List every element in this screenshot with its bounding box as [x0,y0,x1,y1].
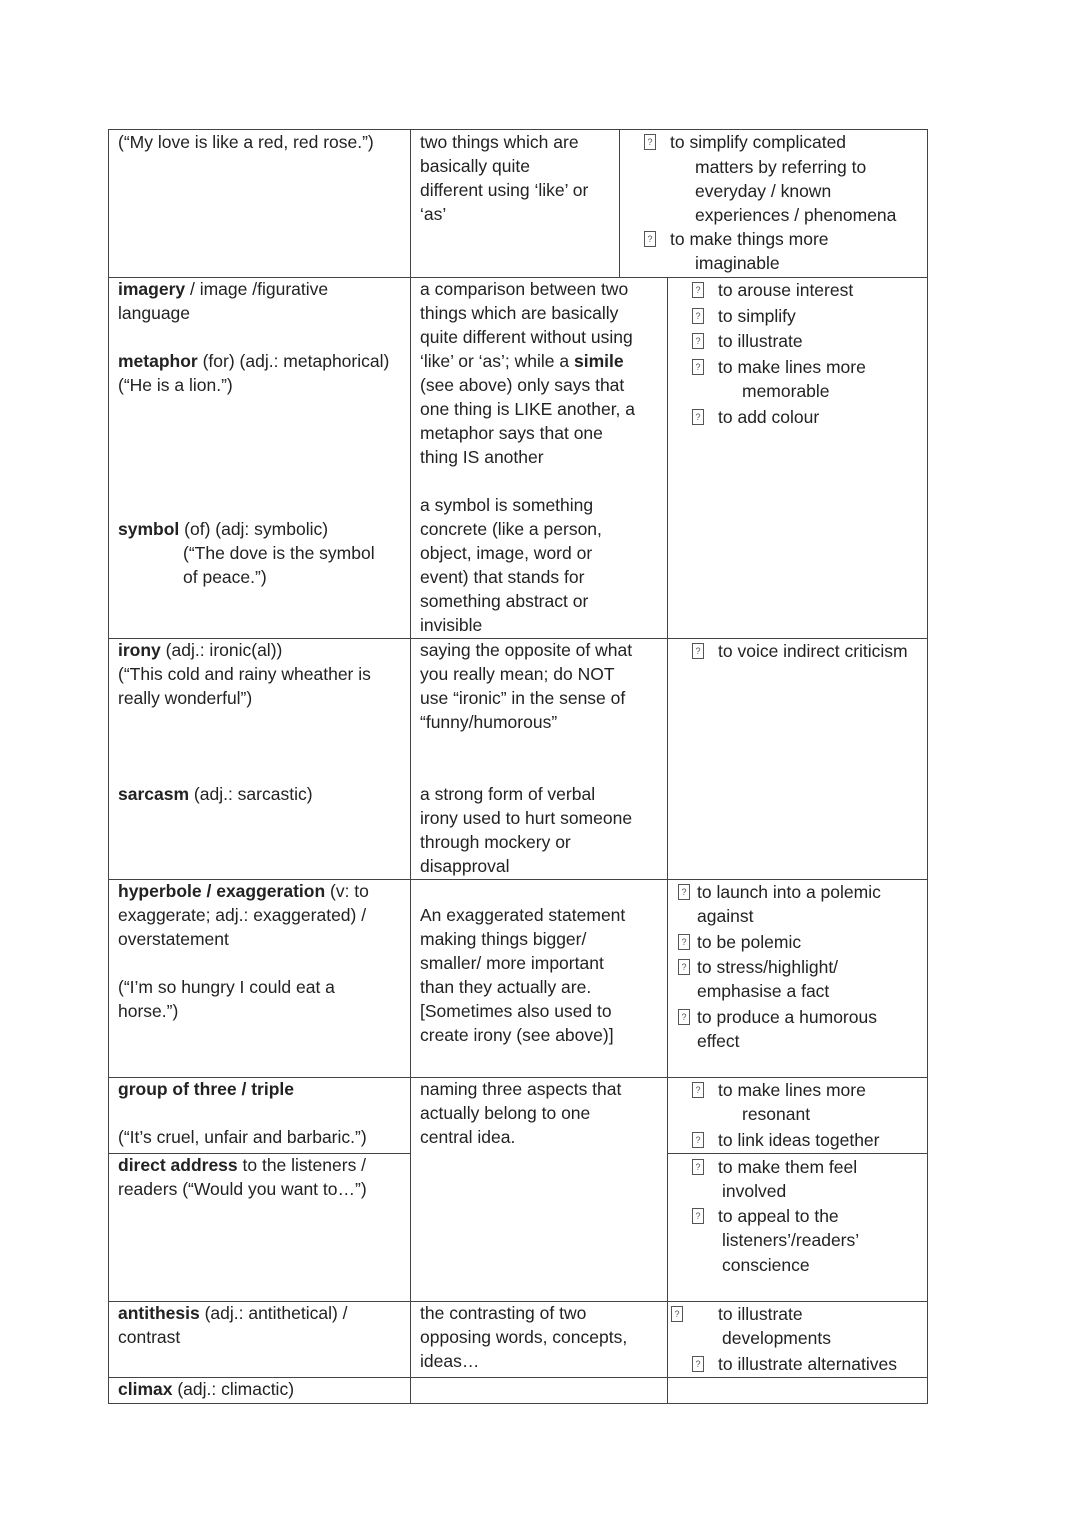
definition-cell [420,1077,621,1149]
term-cell [118,1077,294,1101]
function-text: matters by referring to [695,157,867,177]
definition-line: one thing is LIKE another, a [420,399,636,419]
function-text: imaginable [695,253,780,273]
missing-glyph-bullet-icon: ? [692,333,704,349]
definition-bold: simile [574,351,624,371]
function-text: experiences / phenomena [695,205,897,225]
term-bold: direct address [118,1155,238,1175]
term-rest: / image /figurative [185,279,329,299]
function-text: to make things more [670,229,829,249]
definition-line: opposing words, concepts, [420,1327,628,1347]
term-example: of peace.”) [183,567,267,587]
missing-glyph-bullet-icon: ? [678,884,690,900]
missing-glyph-bullet-icon: ? [644,134,656,150]
definition-line: saying the opposite of what [420,640,633,660]
definition-line: actually belong to one [420,1103,591,1123]
term-metaphor [118,349,389,373]
missing-glyph-bullet-icon: ? [678,934,690,950]
term-sarcasm [118,782,313,806]
definition-line: irony used to hurt someone [420,808,633,828]
definition-line: than they actually are. [420,977,592,997]
table-border-bottom [108,1403,928,1404]
function-text: resonant [742,1104,811,1124]
definition-line: making things bigger/ [420,929,587,949]
term-example: (“I’m so hungry I could eat a [118,977,335,997]
definition-line: concrete (like a person, [420,519,602,539]
missing-glyph-bullet-icon: ? [692,1082,704,1098]
definition-line: central idea. [420,1127,516,1147]
term-hyperbole [118,879,369,903]
function-text: to produce a humorous [697,1007,877,1027]
term-example: (“This cold and rainy wheather is [118,664,371,684]
missing-glyph-bullet-icon: ? [692,1208,704,1224]
term-rest: (for) (adj.: metaphorical) [197,351,390,371]
missing-glyph-bullet-icon: ? [692,409,704,425]
term-cell [118,349,389,397]
function-text: conscience [722,1255,810,1275]
missing-glyph-bullet-icon: ? [692,1159,704,1175]
term-rest: (v: to [325,881,369,901]
term-rest: (adj.: climactic) [172,1379,295,1399]
definition-line: metaphor says that one [420,423,603,443]
definition-line: invisible [420,615,483,635]
function-text: against [697,906,754,926]
function-text: to be polemic [697,932,802,952]
function-text: to appeal to the [718,1206,839,1226]
term-rest: (of) (adj: symbolic) [179,519,329,539]
function-text: everyday / known [695,181,832,201]
definition-cell [420,782,632,878]
definition-line: naming three aspects that [420,1079,622,1099]
function-text: to make lines more [718,357,866,377]
function-text: memorable [742,381,830,401]
function-text: to launch into a polemic [697,882,881,902]
term-bold: sarcasm [118,784,190,804]
function-text: to arouse interest [718,280,854,300]
definition-line: a symbol is something [420,495,594,515]
term-line: contrast [118,1327,181,1347]
definition-line: object, image, word or [420,543,593,563]
function-text: effect [697,1031,740,1051]
missing-glyph-bullet-icon: ? [678,1009,690,1025]
definition-cell [420,493,602,637]
term-cell [118,1153,367,1201]
definition-line: two things which are [420,132,579,152]
missing-glyph-bullet-icon: ? [692,308,704,324]
definition-line: create irony (see above)] [420,1025,614,1045]
definition-cell [420,277,635,469]
term-cell [118,517,375,589]
function-text: to illustrate [718,331,803,351]
term-bold: metaphor [118,351,198,371]
term-irony [118,638,371,662]
missing-glyph-bullet-icon: ? [692,1132,704,1148]
missing-glyph-bullet-icon: ? [692,1356,704,1372]
term-bold: hyperbole / exaggeration [118,881,326,901]
function-text: listeners’/readers’ [722,1230,860,1250]
definition-line: something abstract or [420,591,589,611]
function-text: to link ideas together [718,1130,880,1150]
function-text: to simplify complicated [670,132,847,152]
definition-line: through mockery or [420,832,571,852]
term-antithesis [118,1301,348,1325]
function-text: developments [722,1328,831,1348]
term-rest: to the listeners / [237,1155,367,1175]
table-border-right [927,129,928,1404]
missing-glyph-bullet-icon: ? [678,959,690,975]
term-cell [118,277,328,325]
definition-line: [Sometimes also used to [420,1001,612,1021]
missing-glyph-bullet-icon: ? [692,359,704,375]
table-border-left [108,129,109,1404]
definition-line: you really mean; do NOT [420,664,615,684]
column-divider [667,277,668,1404]
function-text: to make lines more [718,1080,866,1100]
missing-glyph-bullet-icon: ? [644,231,656,247]
function-text: to add colour [718,407,820,427]
term-example: horse.”) [118,1001,179,1021]
definition-cell [420,903,625,1047]
definition-line: quite different without using [420,327,633,347]
function-text: emphasise a fact [697,981,830,1001]
definition-line [420,349,635,373]
definition-line: An exaggerated statement [420,905,626,925]
definition-line: (see above) only says that [420,375,625,395]
definition-line: disapproval [420,856,510,876]
term-cell [118,130,374,154]
term-line: language [118,303,191,323]
definition-line: smaller/ more important [420,953,604,973]
term-example: (“He is a lion.”) [118,375,233,395]
definition-line: basically quite [420,156,530,176]
term-cell [118,879,369,951]
function-text: to illustrate alternatives [718,1354,897,1374]
definition-line: a strong form of verbal [420,784,596,804]
term-climax [118,1377,294,1401]
function-text: to voice indirect criticism [718,641,908,661]
column-divider [619,129,620,277]
term-cell [118,975,335,1023]
term-cell [118,638,371,710]
term-example: (“My love is like a red, red rose.”) [118,132,374,152]
column-divider [410,129,411,1404]
stylistic-devices-table [108,129,928,1404]
term-example: (“The dove is the symbol [183,543,375,563]
term-cell [118,1301,348,1349]
definition-line: different using ‘like’ or [420,180,589,200]
definition-line: “funny/humorous” [420,712,558,732]
term-cell [118,1125,367,1149]
term-cell [118,782,313,806]
term-example: really wonderful”) [118,688,253,708]
term-example: (“It’s cruel, unfair and barbaric.”) [118,1127,367,1147]
term-bold: symbol [118,519,180,539]
term-bold: irony [118,640,161,660]
term-group-of-three: group of three / triple [118,1079,294,1099]
function-text: involved [722,1181,787,1201]
term-cell [118,1377,294,1401]
definition-line: a comparison between two [420,279,629,299]
term-rest: (adj.: sarcastic) [189,784,313,804]
definition-line: event) that stands for [420,567,585,587]
definition-line: ‘as’ [420,204,447,224]
term-example: readers (“Would you want to…”) [118,1179,367,1199]
definition-cell [420,638,632,734]
function-text: to make them feel [718,1157,858,1177]
missing-glyph-bullet-icon: ? [692,282,704,298]
term-rest: (adj.: antithetical) / [199,1303,348,1323]
term-bold: climax [118,1379,173,1399]
definition-line: the contrasting of two [420,1303,587,1323]
term-symbol [118,517,375,541]
missing-glyph-bullet-icon: ? [692,643,704,659]
definition-line: ideas… [420,1351,480,1371]
definition-line: things which are basically [420,303,619,323]
term-bold: imagery [118,279,186,299]
definition-cell [420,1301,627,1373]
definition-line: use “ironic” in the sense of [420,688,626,708]
missing-glyph-bullet-icon: ? [671,1306,683,1322]
definition-line: thing IS another [420,447,544,467]
term-direct-address [118,1153,367,1177]
function-text: to illustrate [718,1304,803,1324]
definition-text: ‘like’ or ‘as’; while a [420,351,574,371]
term-line: exaggerate; adj.: exaggerated) / [118,905,367,925]
term-rest: (adj.: ironic(al)) [160,640,283,660]
term-line: overstatement [118,929,229,949]
term-imagery [118,277,328,301]
function-text: to stress/highlight/ [697,957,839,977]
term-bold: antithesis [118,1303,200,1323]
definition-cell [420,130,588,226]
function-text: to simplify [718,306,796,326]
row-divider [667,1153,928,1154]
